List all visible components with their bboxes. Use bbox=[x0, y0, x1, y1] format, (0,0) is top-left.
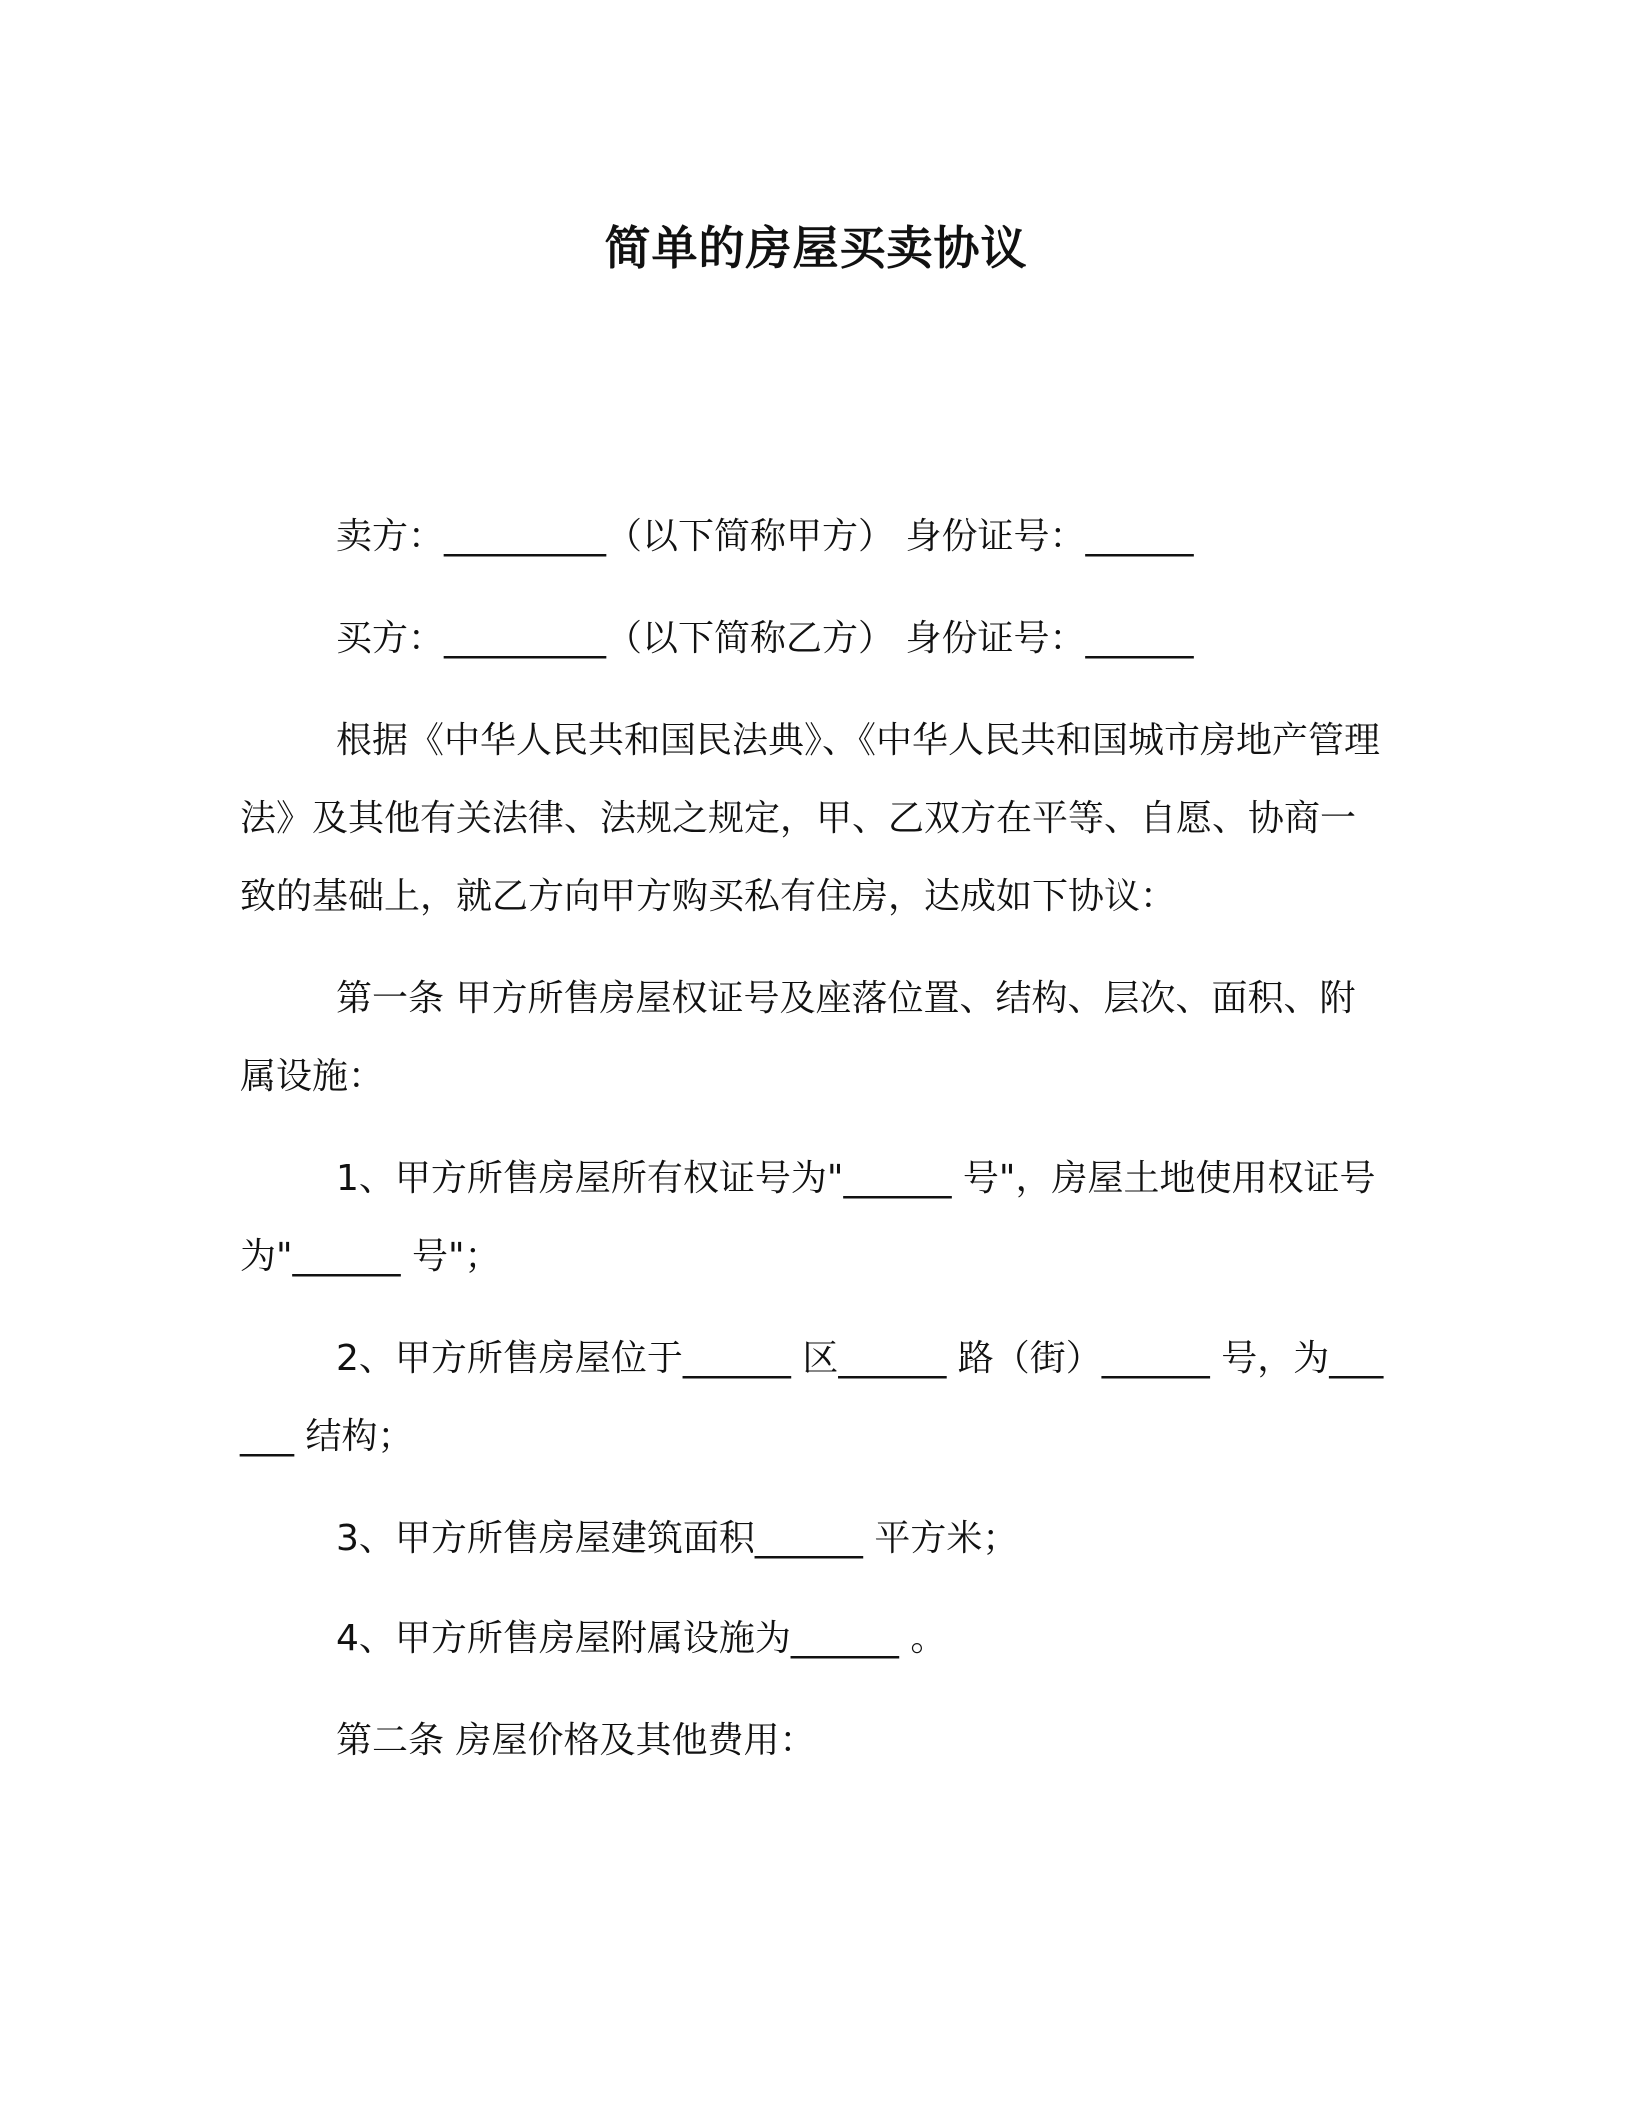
article-one-item-2: 2、甲方所售房屋位于______ 区______ 路（街）______ 号，为______ 结构； bbox=[240, 1338, 1384, 1457]
article-one-item-3: 3、甲方所售房屋建筑面积______ 平方米； bbox=[336, 1518, 1019, 1559]
document-body bbox=[240, 498, 1390, 1804]
article-one-item-4: 4、甲方所售房屋附属设施为______ 。 bbox=[336, 1618, 947, 1659]
preamble-paragraph: 根据《中华人民共和国民法典》、《中华人民共和国城市房地产管理法》及其他有关法律、法规之规定，甲、乙双方在平等、自愿、协商一致的基础上，就乙方向甲方购买私有住房，达成如下协议： bbox=[240, 720, 1381, 917]
article-two-heading: 第二条 房屋价格及其他费用： bbox=[336, 1720, 816, 1761]
seller-line: 卖方：_________（以下简称甲方） 身份证号：______ bbox=[336, 516, 1194, 557]
article-one-heading: 第一条 甲方所售房屋权证号及座落位置、结构、层次、面积、附属设施： bbox=[240, 978, 1356, 1097]
buyer-line: 买方：_________（以下简称乙方） 身份证号：______ bbox=[336, 618, 1194, 659]
document-title: 简单的房屋买卖协议 bbox=[604, 221, 1028, 275]
article-one-item-1: 1、甲方所售房屋所有权证号为"______ 号"，房屋土地使用权证号为"______ 号"； bbox=[240, 1158, 1376, 1277]
